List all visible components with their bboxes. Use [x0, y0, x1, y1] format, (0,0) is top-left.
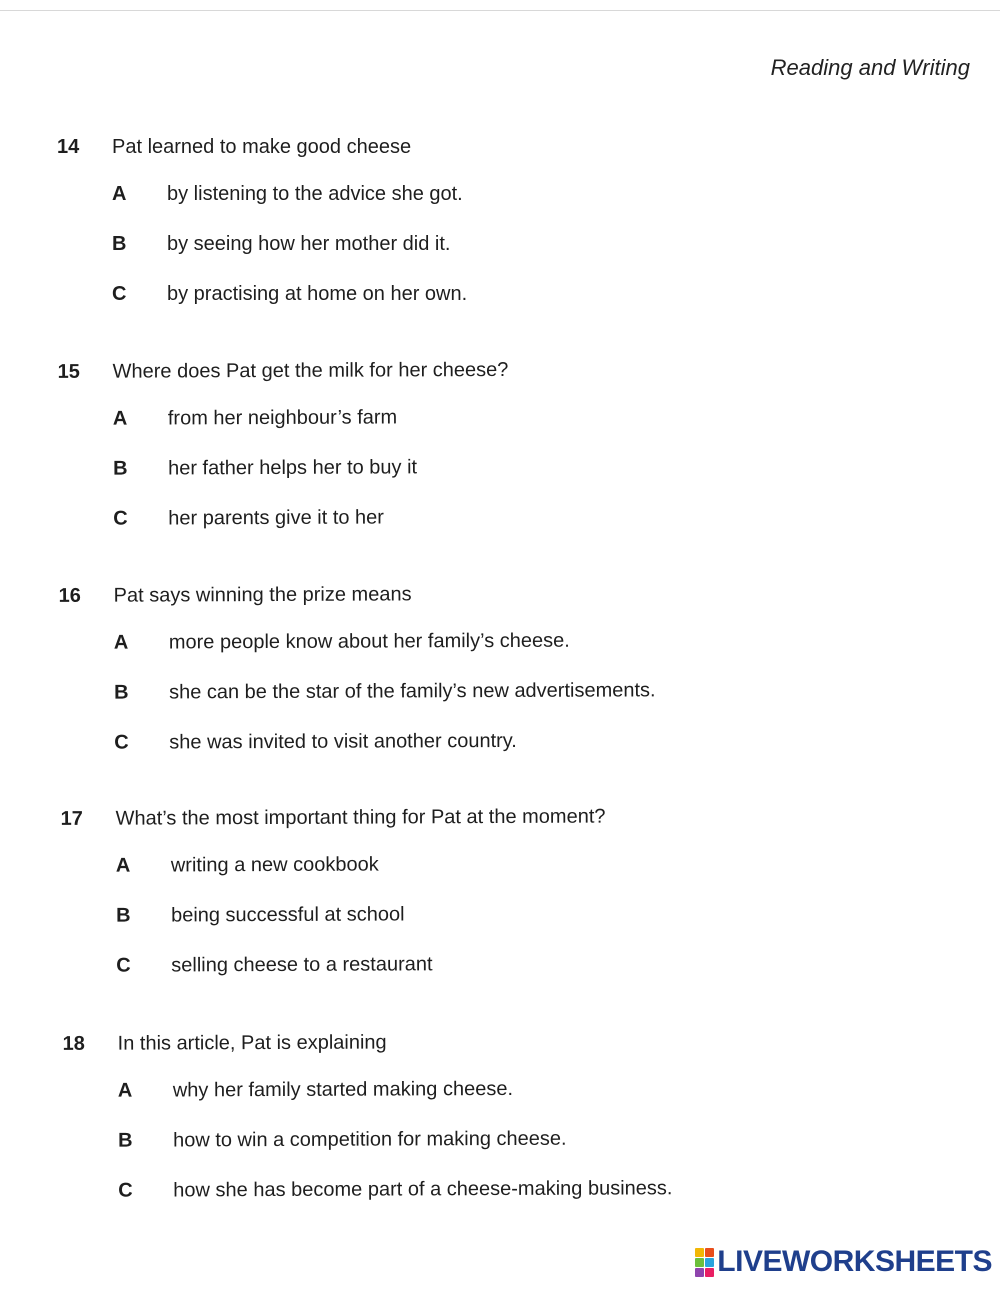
logo-block [695, 1248, 704, 1257]
logo-block [705, 1258, 714, 1267]
question-row [59, 581, 939, 608]
question-number: 17 [60, 807, 83, 830]
option-list [59, 628, 940, 782]
option-letter: A [112, 183, 127, 205]
top-rule [0, 10, 1000, 11]
option-list [57, 183, 937, 333]
option-text: her parents give it to her [168, 506, 384, 530]
option-15-a[interactable] [113, 404, 938, 458]
question-text: Where does Pat get the milk for her cheese? [112, 358, 509, 383]
logo-block [705, 1268, 714, 1277]
question-text: In this article, Pat is explaining [117, 1031, 387, 1055]
question-row [57, 136, 937, 159]
option-18-c[interactable] [118, 1176, 943, 1230]
option-text: how to win a competition for making cheese. [172, 1127, 567, 1152]
option-letter: C [113, 507, 128, 530]
option-list [61, 851, 942, 1005]
option-text: she was invited to visit another country. [169, 729, 517, 754]
question-row [58, 357, 938, 384]
question-number: 15 [57, 360, 80, 383]
question-row [63, 1029, 943, 1056]
logo-block [695, 1268, 704, 1277]
option-14-c[interactable] [112, 283, 937, 333]
option-18-b[interactable] [118, 1126, 943, 1180]
question-number: 18 [62, 1032, 85, 1055]
liveworksheets-brand[interactable] [695, 1245, 992, 1279]
option-15-c[interactable] [113, 504, 938, 558]
option-text: her father helps her to buy it [167, 456, 418, 480]
option-text: how she has become part of a cheese-making business. [173, 1177, 673, 1202]
page-header: Reading and Writing [770, 55, 970, 80]
question-18 [63, 1029, 944, 1230]
option-17-c[interactable] [116, 951, 941, 1005]
option-text: writing a new cookbook [170, 853, 379, 877]
option-text: she can be the star of the family’s new advertisements. [168, 679, 656, 704]
question-17 [61, 804, 942, 1005]
option-text: by seeing how her mother did it. [167, 233, 451, 255]
question-text: What’s the most important thing for Pat at the moment? [115, 805, 606, 830]
liveworksheets-logo-icon [695, 1248, 714, 1277]
option-14-a[interactable] [112, 183, 937, 233]
option-letter: B [115, 904, 131, 927]
option-list [58, 404, 939, 558]
option-letter: C [116, 954, 131, 977]
option-17-b[interactable] [116, 901, 941, 955]
option-letter: B [117, 1129, 133, 1152]
question-number: 14 [57, 136, 80, 158]
option-text: selling cheese to a restaurant [171, 953, 433, 977]
logo-block [695, 1258, 704, 1267]
question-number: 16 [58, 584, 81, 607]
option-16-b[interactable] [114, 678, 939, 732]
option-letter: A [115, 854, 131, 877]
option-letter: B [112, 457, 128, 480]
option-text: by listening to the advice she got. [167, 183, 463, 205]
question-text: Pat says winning the prize means [113, 583, 412, 607]
option-text: more people know about her family’s cheese. [168, 629, 570, 654]
option-14-b[interactable] [112, 233, 937, 283]
option-list [63, 1076, 944, 1230]
option-text: why her family started making cheese. [172, 1077, 514, 1102]
option-16-a[interactable] [114, 628, 939, 682]
option-15-b[interactable] [113, 454, 938, 508]
option-letter: A [113, 631, 129, 654]
question-row [61, 804, 941, 831]
option-letter: B [112, 233, 127, 255]
option-letter: C [118, 1179, 133, 1202]
option-text: by practising at home on her own. [167, 283, 468, 305]
question-text: Pat learned to make good cheese [112, 136, 412, 158]
question-14 [57, 136, 937, 333]
option-letter: B [113, 681, 129, 704]
question-16 [59, 581, 940, 782]
option-text: from her neighbour’s farm [167, 406, 398, 430]
option-letter: C [114, 731, 129, 754]
option-18-a[interactable] [118, 1076, 943, 1130]
brand-name: LIVEWORKSHEETS [717, 1245, 992, 1278]
logo-block [705, 1248, 714, 1257]
option-17-a[interactable] [116, 851, 941, 905]
option-16-c[interactable] [114, 728, 939, 782]
option-letter: A [117, 1079, 133, 1102]
option-letter: C [112, 283, 127, 305]
option-text: being successful at school [170, 903, 405, 927]
option-letter: A [112, 407, 128, 430]
question-15 [58, 357, 939, 558]
